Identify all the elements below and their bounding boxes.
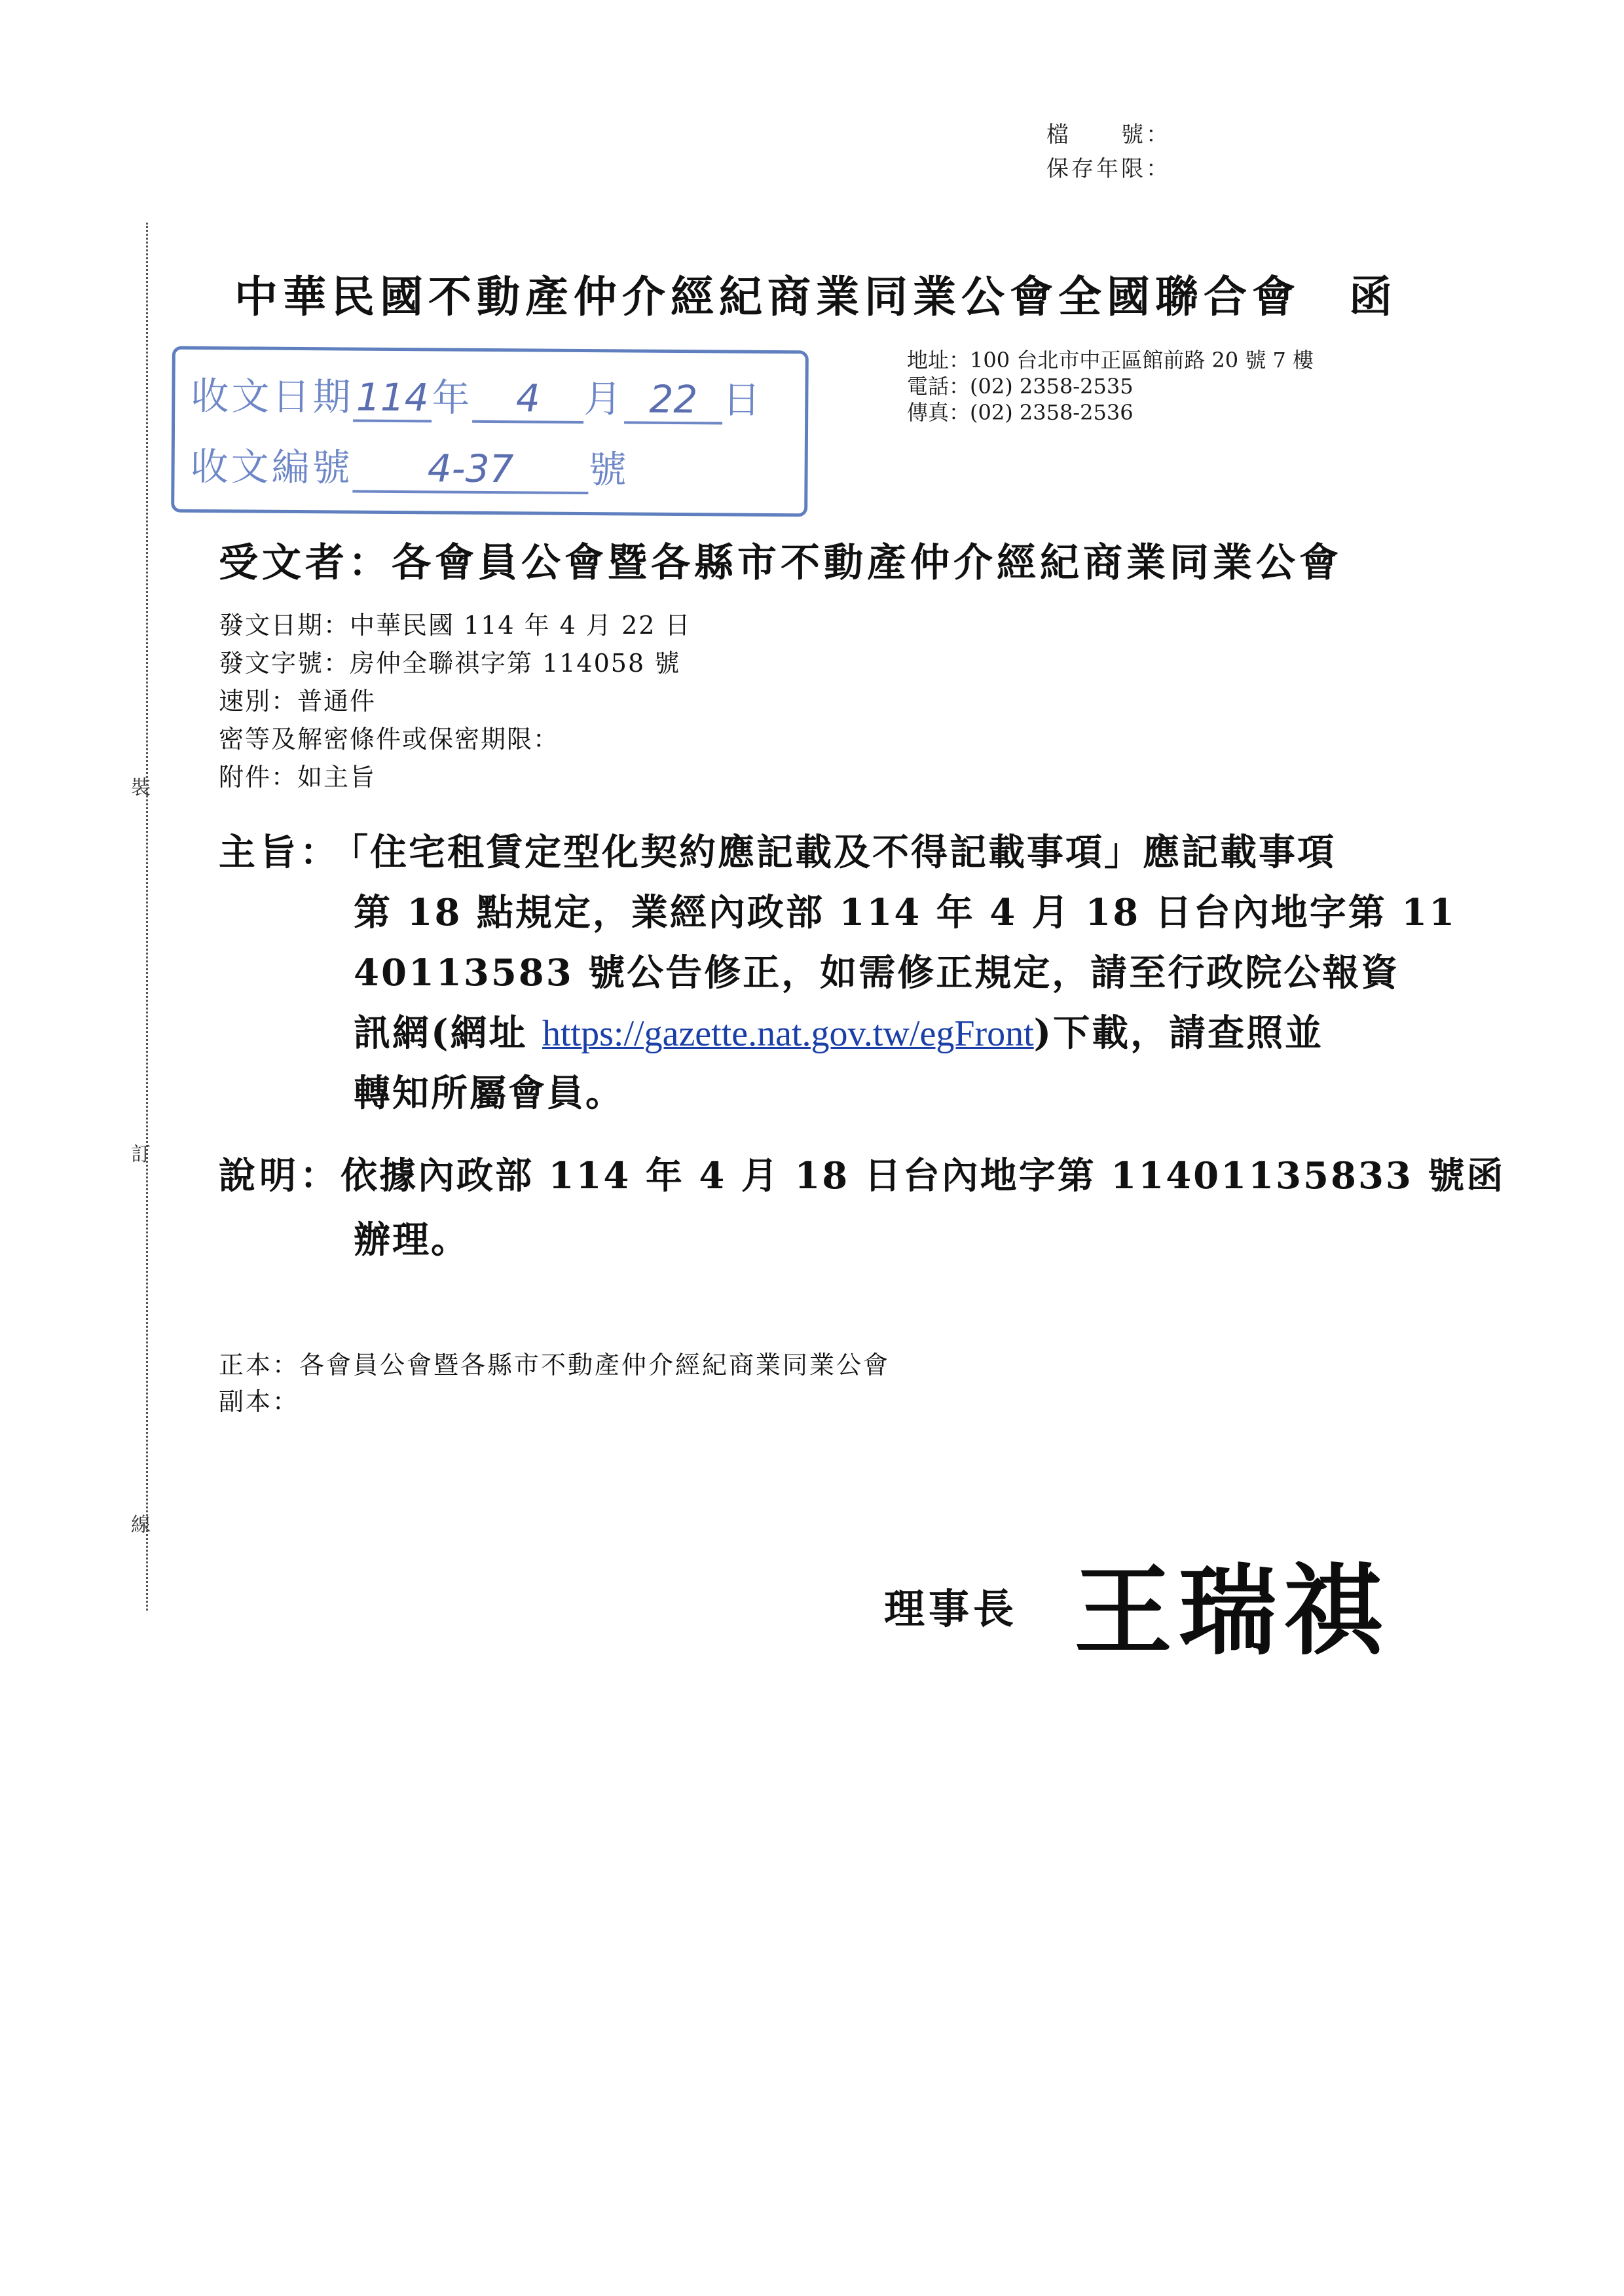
sender-phone: 電話：(02) 2358-2535: [907, 374, 1134, 399]
chairman-signature: 王瑞祺: [1074, 1554, 1389, 1669]
speed-class: 速別：普通件: [219, 687, 377, 716]
subject-line-4-suffix: )下載，請查照並: [1033, 1011, 1324, 1055]
stamp-year-value: 114: [353, 375, 432, 423]
subject-line-5: 轉知所屬會員。: [354, 1072, 624, 1115]
stamp-day-value: 22: [624, 376, 722, 424]
subject-label: 主旨：: [219, 831, 341, 874]
stamp-month-value: 4: [472, 376, 583, 424]
binding-mark-ding: 訂: [131, 1143, 151, 1166]
gazette-link[interactable]: https://gazette.nat.gov.tw/egFront: [542, 1013, 1034, 1054]
issue-date: 發文日期：中華民國 114 年 4 月 22 日: [219, 611, 692, 640]
issue-number: 發文字號：房仲全聯祺字第 114058 號: [219, 649, 681, 678]
description-label: 說明：: [219, 1154, 341, 1197]
document-title: 中華民國不動產仲介經紀商業同業公會全國聯合會 函: [234, 271, 1397, 322]
stamp-number-unit: 號: [588, 447, 629, 492]
original-recipients: 正本：各會員公會暨各縣市不動產仲介經紀商業同業公會: [219, 1351, 891, 1379]
description-line-2: 辦理。: [354, 1218, 470, 1262]
subject-line-2: 第 18 點規定，業經內政部 114 年 4 月 18 日台內地字第 11: [354, 891, 1457, 934]
stamp-date-label: 收文日期: [191, 373, 354, 420]
subject-line-4: [354, 1004, 1323, 1057]
file-number-label: 檔 號：: [1046, 122, 1171, 148]
stamp-month-unit: 月: [583, 376, 625, 422]
secrecy-level: 密等及解密條件或保密期限：: [219, 725, 560, 754]
retention-period-label: 保存年限：: [1046, 156, 1171, 182]
stamp-year-unit: 年: [432, 375, 473, 420]
description-line-1: 依據內政部 114 年 4 月 18 日台內地字第 11401135833 號函: [341, 1154, 1505, 1197]
chairman-title: 理事長: [884, 1585, 1018, 1633]
sender-fax: 傳真：(02) 2358-2536: [907, 400, 1134, 425]
sender-address: 地址：100 台北市中正區館前路 20 號 7 樓: [907, 348, 1314, 373]
stamp-date-row: [191, 365, 764, 425]
subject-line-1: 「住宅租賃定型化契約應記載及不得記載事項」應記載事項: [331, 831, 1336, 874]
stamp-number-value: 4-37: [352, 446, 588, 495]
stamp-number-label: 收文編號: [190, 444, 353, 490]
stamp-number-row: [190, 436, 629, 495]
binding-mark-xian: 線: [131, 1514, 151, 1537]
attachment: 附件：如主旨: [219, 763, 377, 792]
binding-line: [146, 223, 148, 1611]
copy-recipients: 副本：: [219, 1387, 300, 1416]
received-stamp: [171, 346, 809, 517]
stamp-day-unit: 日: [722, 377, 764, 422]
recipient: 受文者：各會員公會暨各縣市不動產仲介經紀商業同業公會: [219, 540, 1342, 586]
binding-mark-zhuang: 裝: [131, 776, 151, 799]
subject-line-3: 40113583 號公告修正，如需修正規定，請至行政院公報資: [354, 951, 1400, 994]
subject-line-4-prefix: 訊網(網址: [354, 1011, 542, 1055]
